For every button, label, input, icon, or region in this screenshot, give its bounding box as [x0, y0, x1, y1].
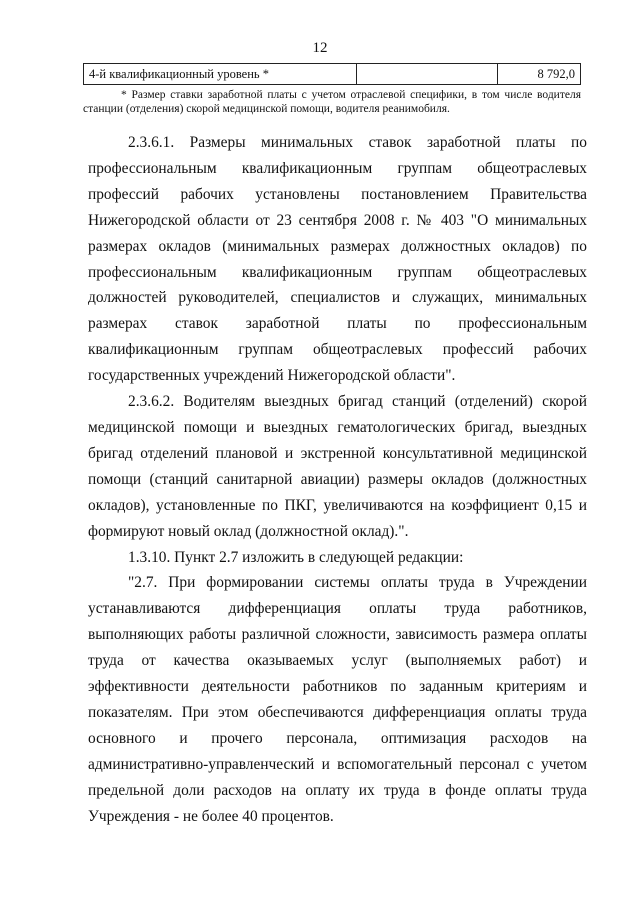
page-number: 12	[312, 40, 328, 56]
paragraph-1-3-10: 1.3.10. Пункт 2.7 изложить в следующей редакции:	[128, 548, 464, 566]
paragraph-2-7: "2.7. При формировании системы оплаты труда в Учреждении устанавливаются дифференциация оплаты труда работников, выполняющих работы различной сложности, зависимость размера оплаты труда от качества оказываемых услуг (выполняемых работ) и эффективности деятельности работников по заданным критериям и показателям. При этом обеспечиваются дифференциация оплаты труда основного и прочего персонала, оптимизация расходов на административно-управленческий и вспомогательный персонал с учетом предельной доли расходов на оплату их труда в фонде оплаты труда Учреждения - не более 40 процентов.	[88, 574, 587, 825]
empty-cell	[357, 64, 498, 85]
paragraph-2-3-6-2: 2.3.6.2. Водителям выездных бригад станций (отделений) скорой медицинской помощи и выездных гематологических бригад, выездных бригад отделений плановой и экстренной консультативной медицинской помощи (станций санитарной авиации) размеры окладов (должностных окладов), установленные по ПКГ, увеличиваются на коэффициент 0,15 и формируют новый оклад (должностной оклад).".	[88, 393, 587, 540]
document-body	[88, 130, 587, 829]
paragraph-2-3-6-1: 2.3.6.1. Размеры минимальных ставок заработной платы по профессиональным квалификационным группам общеотраслевых профессий рабочих установлены постановлением Правительства Нижегородской области от 23 сентября 2008 г. № 403 "О минимальных размерах окладов (минимальных размерах должностных окладов) по профессиональным квалификационным группам общеотраслевых должностей руководителей, специалистов и служащих, минимальных размерах ставок заработной платы по профессиональным квалификационным группам общеотраслевых профессий рабочих государственных учреждений Нижегородской области".	[88, 134, 587, 385]
salary-table	[83, 63, 581, 85]
table-row	[84, 64, 581, 85]
table-footnote: * Размер ставки заработной платы с учетом отраслевой специфики, в том числе водителя станции (отделения) скорой медицинской помощи, водителя реанимобиля.	[83, 89, 581, 115]
qualification-level-cell: 4-й квалификационный уровень *	[84, 64, 357, 85]
salary-amount-cell: 8 792,0	[498, 64, 581, 85]
